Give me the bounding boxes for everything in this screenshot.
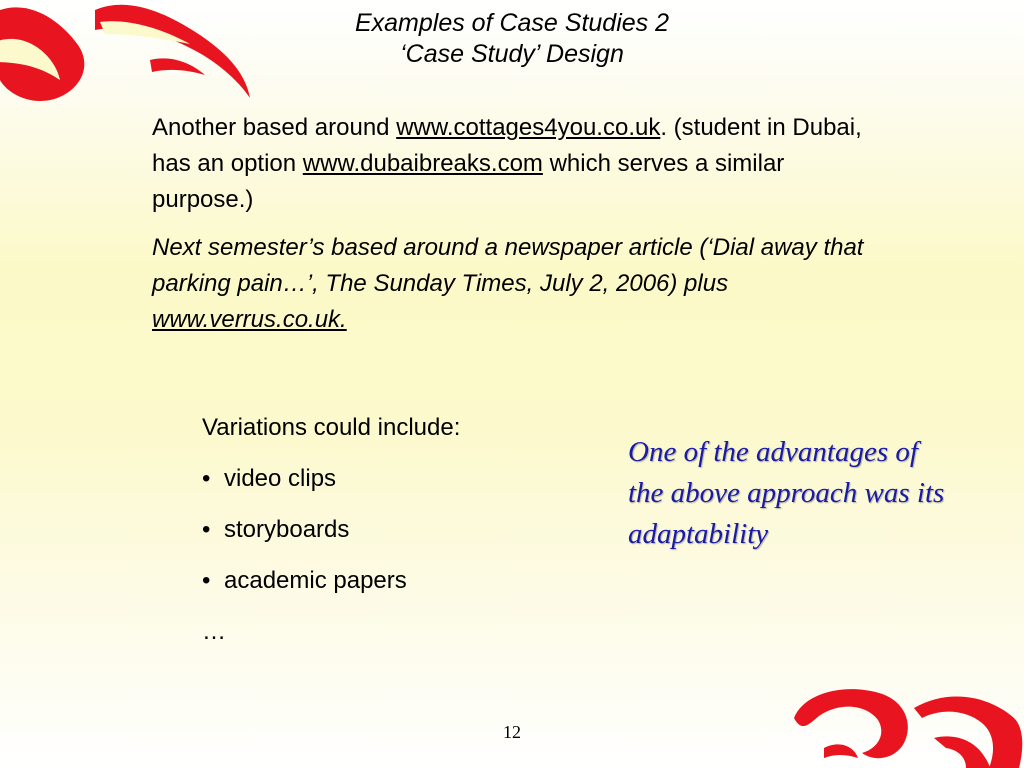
list-item-label: video clips — [224, 465, 337, 492]
variations-list — [202, 402, 562, 657]
decorative-swirl-top-left — [0, 0, 250, 110]
paragraph-cottages-text-a: Another based around — [152, 114, 397, 141]
bullet-icon: • — [202, 465, 211, 492]
link-verrus[interactable]: www.verrus.co.uk. — [152, 306, 347, 333]
list-item — [202, 504, 562, 555]
list-item-label: storyboards — [224, 516, 350, 543]
variations-ellipsis: … — [202, 618, 226, 645]
page-number: 12 — [503, 722, 521, 742]
decorative-swirl-bottom-right — [784, 678, 1024, 768]
list-item — [202, 555, 562, 606]
link-dubaibreaks[interactable]: www.dubaibreaks.com — [302, 150, 543, 177]
advantage-note: One of the advantages of the above approach was its adaptability — [628, 436, 945, 550]
bullet-icon: • — [202, 567, 211, 594]
slide-title — [262, 8, 762, 70]
paragraph-next-semester-text: Next semester’s based around a newspaper article (‘Dial away that parking pain…’, The Sunday Times, July 2, 2006) plus — [152, 234, 864, 297]
link-cottages4you[interactable]: www.cottages4you.co.uk — [396, 114, 661, 141]
list-item — [202, 453, 562, 504]
slide-title-line-1: Examples of Case Studies 2 — [354, 9, 670, 37]
variations-heading: Variations could include: — [202, 414, 461, 441]
paragraph-cottages-text-b: . (student in Dubai, has an option — [152, 114, 862, 177]
bullet-icon: • — [202, 516, 211, 543]
slide-title-line-2: ‘Case Study’ Design — [400, 40, 624, 68]
paragraph-next-semester — [152, 230, 887, 338]
list-item-label: academic papers — [224, 567, 407, 594]
paragraph-cottages-text-c: which serves a similar purpose.) — [152, 150, 785, 213]
paragraph-cottages — [152, 110, 887, 218]
